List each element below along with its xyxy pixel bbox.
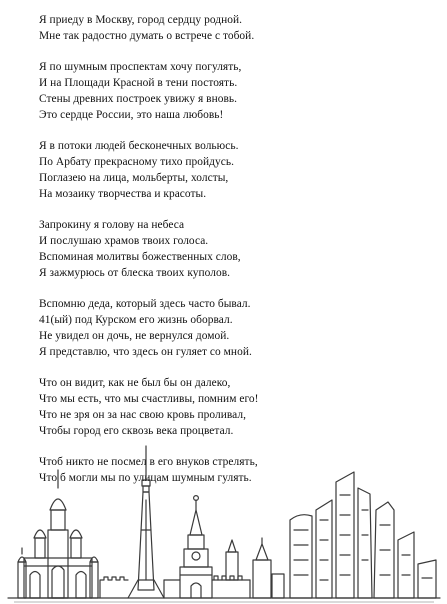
poem-line: Чтоб никто не посмел в его внуков стрелять, <box>39 456 258 468</box>
stanza-6 <box>39 375 439 439</box>
tv-tower-icon <box>128 446 164 598</box>
poem-line: Вспомню деда, который здесь часто бывал. <box>39 298 251 310</box>
poem-line: Я по шумным проспектам хочу погулять, <box>39 61 242 73</box>
poem-line: Что не зря он за нас свою кровь проливал, <box>39 409 246 421</box>
poem-line: Что он видит, как не был бы он далеко, <box>39 377 231 389</box>
poem-line: Поглазею на лица, мольберты, холсты, <box>39 172 229 184</box>
poem-line: Стены древних построек увижу я вновь. <box>39 93 238 105</box>
small-tower-icon <box>253 538 271 598</box>
poem-text <box>39 12 439 501</box>
poem-line: И на Площади Красной в тени постоять. <box>39 77 238 89</box>
poem-line: Чтобы город его сквозь века процветал. <box>39 425 234 437</box>
poem-line: Это сердце России, это наша любовь! <box>39 109 224 121</box>
cathedral-icon <box>18 470 98 598</box>
stanza-1 <box>39 12 439 44</box>
poem-line: Я приеду в Москву, город сердцу родной. <box>39 14 243 26</box>
stanza-3 <box>39 138 439 202</box>
poem-line: На мозаику творчества и красоты. <box>39 188 207 200</box>
poem-line: Вспоминая молитвы божественных слов, <box>39 251 241 263</box>
poem-line: Я представлю, что здесь он гуляет со мной. <box>39 346 252 358</box>
moscow-skyline-icon <box>0 440 447 604</box>
poem-line: 41(ый) под Курском его жизнь оборвал. <box>39 314 233 326</box>
poem-line: Что б могли мы по улицам шумным гулять. <box>39 472 252 484</box>
poem-line: Мне так радостно думать о встрече с тобой. <box>39 30 255 42</box>
poem-line: И послушаю храмов твоих голоса. <box>39 235 209 247</box>
small-tower-icon <box>226 540 238 580</box>
poem-line: Запрокину я голову на небеса <box>39 219 185 231</box>
poem-line: Я зажмурюсь от блеска твоих куполов. <box>39 267 231 279</box>
poem-line: По Арбату прекрасному тихо пройдусь. <box>39 156 234 168</box>
skyscrapers-icon <box>290 472 436 598</box>
kremlin-tower-icon <box>180 496 212 598</box>
stanza-2 <box>39 59 439 123</box>
poem-line: Я в потоки людей бесконечных вольюсь. <box>39 140 239 152</box>
stanza-4 <box>39 217 439 281</box>
stanza-5 <box>39 296 439 360</box>
poem-line: Не увидел он дочь, не вернулся домой. <box>39 330 230 342</box>
poem-line: Что мы есть, что мы счастливы, помним его! <box>39 393 259 405</box>
